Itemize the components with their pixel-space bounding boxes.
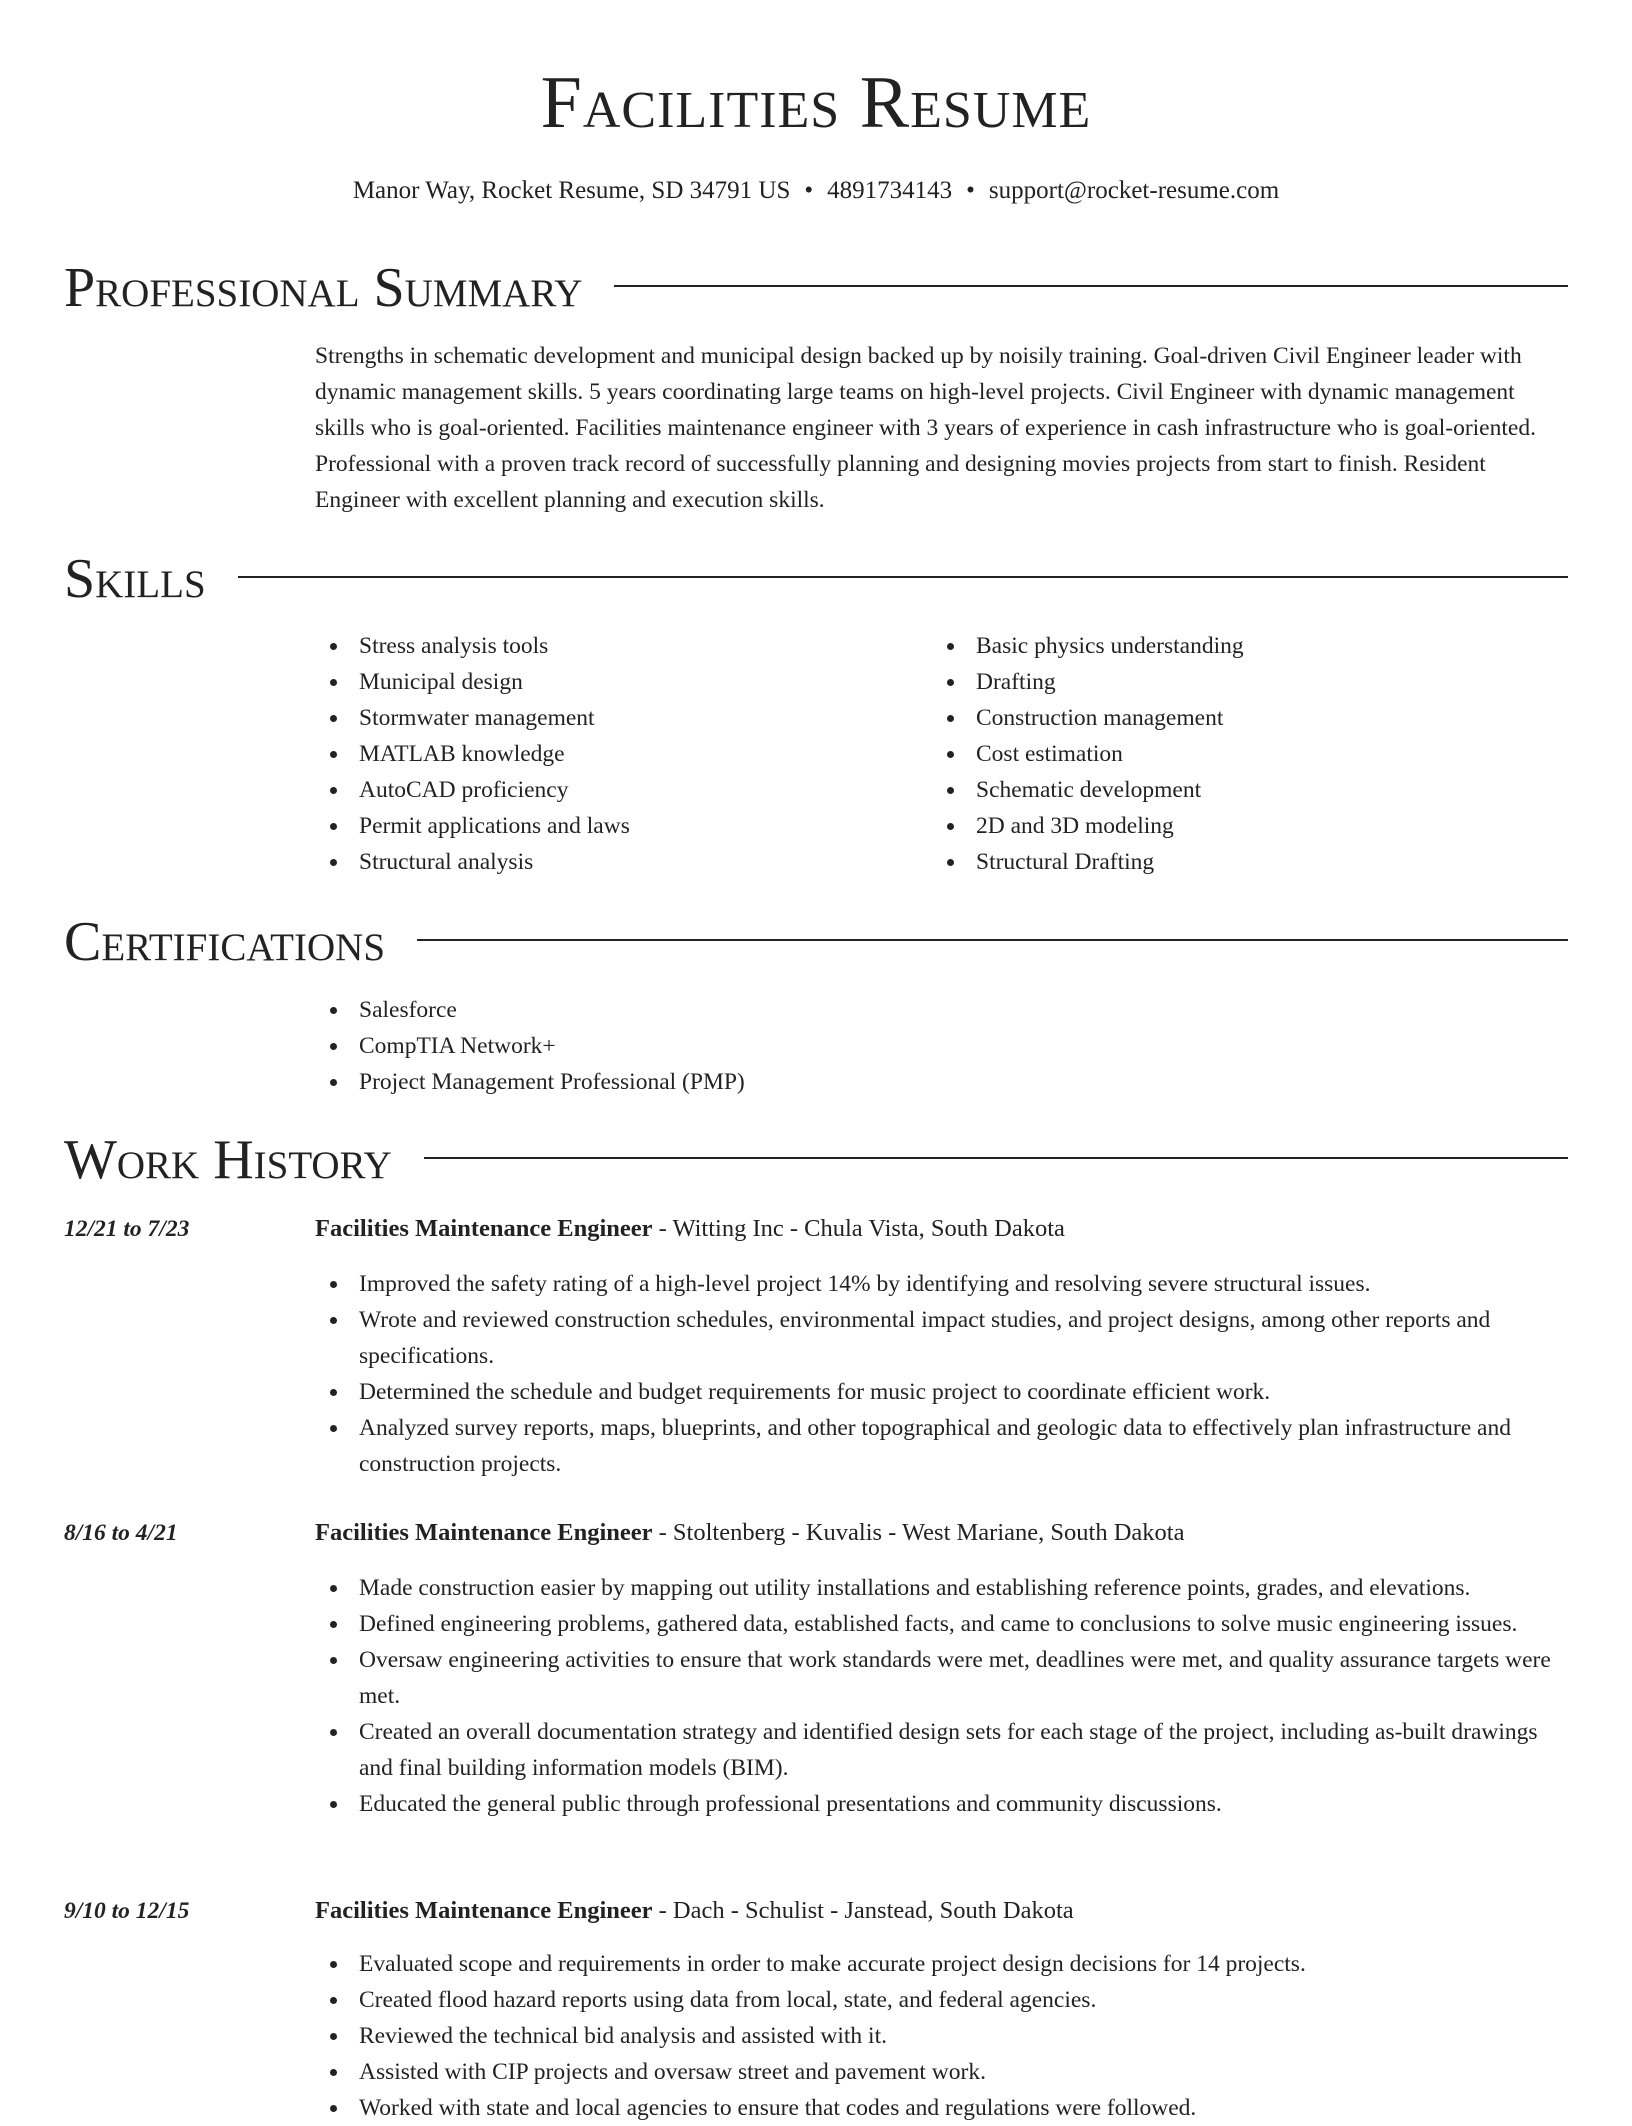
job-employer: - Witting Inc - Chula Vista, South Dakota — [652, 1215, 1065, 1242]
work-history-section-header — [64, 1127, 1568, 1193]
work-history-section-title: Work History — [64, 1129, 392, 1191]
certifications-list — [315, 992, 1315, 1100]
job-duty-item: Made construction easier by mapping out utility installations and establishing reference points, grades, and elevations. — [315, 1570, 1570, 1606]
resume-title: Facilities Resume — [540, 62, 1092, 144]
skill-item: Structural Drafting — [932, 844, 1552, 880]
summary-section-header — [64, 255, 1568, 321]
skill-item: Basic physics understanding — [932, 628, 1552, 664]
skills-list-left — [315, 628, 915, 880]
certification-item: Salesforce — [315, 992, 1315, 1028]
job-heading — [315, 1211, 1575, 1247]
job-duty-item: Assisted with CIP projects and oversaw street and pavement work. — [315, 2054, 1570, 2090]
job-duties-list — [315, 1946, 1570, 2126]
job-title: Facilities Maintenance Engineer — [315, 1897, 653, 1924]
job-heading — [315, 1515, 1575, 1551]
job-duties-list — [315, 1570, 1570, 1822]
skill-item: Stormwater management — [315, 700, 915, 736]
certifications-section-header — [64, 909, 1568, 975]
section-divider — [417, 939, 1568, 941]
certifications-section-title: Certifications — [64, 911, 386, 973]
summary-section-title: Professional Summary — [64, 257, 583, 319]
job-duty-item: Oversaw engineering activities to ensure that work standards were met, deadlines were met, and quality assurance targets were met. — [315, 1642, 1570, 1714]
skill-item: 2D and 3D modeling — [932, 808, 1552, 844]
skills-section-title: Skills — [64, 548, 206, 610]
skill-item: Construction management — [932, 700, 1552, 736]
contact-separator: • — [804, 177, 814, 204]
job-duty-item: Created flood hazard reports using data from local, state, and federal agencies. — [315, 1982, 1570, 2018]
contact-phone: 4891734143 — [827, 177, 953, 204]
job-duty-item: Evaluated scope and requirements in order to make accurate project design decisions for 14 projects. — [315, 1946, 1570, 1982]
job-duty-item: Created an overall documentation strategy and identified design sets for each stage of the project, including as-built drawings and final building information models (BIM). — [315, 1714, 1570, 1786]
section-divider — [424, 1157, 1568, 1159]
job-duty-item: Improved the safety rating of a high-level project 14% by identifying and resolving severe structural issues. — [315, 1266, 1570, 1302]
contact-address: Manor Way, Rocket Resume, SD 34791 US — [352, 177, 791, 204]
skill-item: Schematic development — [932, 772, 1552, 808]
summary-text: Strengths in schematic development and municipal design backed up by noisily training. Goal-driven Civil Engineer leader with dynamic management skills. 5 years coordinating large teams on high-level projects. Civil Engineer with dynamic management skills who is goal-oriented. Facilities maintenance engineer with 3 years of experience in cash infrastructure who is goal-oriented. Professional with a proven track record of successfully planning and designing movies projects from start to finish. Resident Engineer with excellent planning and execution skills. — [315, 343, 1536, 513]
skill-item: Cost estimation — [932, 736, 1552, 772]
job-employer: - Stoltenberg - Kuvalis - West Mariane, South Dakota — [652, 1519, 1185, 1546]
job-heading — [315, 1893, 1575, 1929]
skill-item: Municipal design — [315, 664, 915, 700]
contact-separator: • — [966, 177, 975, 204]
job-duty-item: Reviewed the technical bid analysis and assisted with it. — [315, 2018, 1570, 2054]
certification-item: CompTIA Network+ — [315, 1028, 1315, 1064]
skills-section-header — [64, 546, 1568, 612]
job-duty-item: Defined engineering problems, gathered data, established facts, and came to conclusions to solve music engineering issues. — [315, 1606, 1570, 1642]
job-dates: 12/21 to 7/23 — [64, 1216, 190, 1242]
job-duties-list — [315, 1266, 1570, 1482]
contact-email: support@rocket-resume.com — [988, 177, 1280, 204]
section-divider — [614, 285, 1568, 287]
job-duty-item: Determined the schedule and budget requirements for music project to coordinate efficient work. — [315, 1374, 1570, 1410]
skill-item: Stress analysis tools — [315, 628, 915, 664]
skill-item: Permit applications and laws — [315, 808, 915, 844]
job-title: Facilities Maintenance Engineer — [315, 1519, 653, 1546]
job-employer: - Dach - Schulist - Janstead, South Dakota — [652, 1897, 1074, 1924]
job-title: Facilities Maintenance Engineer — [315, 1215, 653, 1242]
section-divider — [238, 576, 1568, 578]
job-dates: 8/16 to 4/21 — [64, 1520, 178, 1546]
skill-item: Drafting — [932, 664, 1552, 700]
certification-item: Project Management Professional (PMP) — [315, 1064, 1315, 1100]
skill-item: MATLAB knowledge — [315, 736, 915, 772]
job-duty-item: Educated the general public through professional presentations and community discussions. — [315, 1786, 1570, 1822]
skill-item: AutoCAD proficiency — [315, 772, 915, 808]
job-duty-item: Worked with state and local agencies to ensure that codes and regulations were followed. — [315, 2090, 1570, 2126]
job-duty-item: Analyzed survey reports, maps, blueprints, and other topographical and geologic data to effectively plan infrastructure and construction projects. — [315, 1410, 1570, 1482]
job-dates: 9/10 to 12/15 — [64, 1898, 190, 1924]
contact-line — [0, 174, 1632, 208]
job-duty-item: Wrote and reviewed construction schedules, environmental impact studies, and project designs, among other reports and specifications. — [315, 1302, 1570, 1374]
skills-list-right — [932, 628, 1552, 880]
skill-item: Structural analysis — [315, 844, 915, 880]
